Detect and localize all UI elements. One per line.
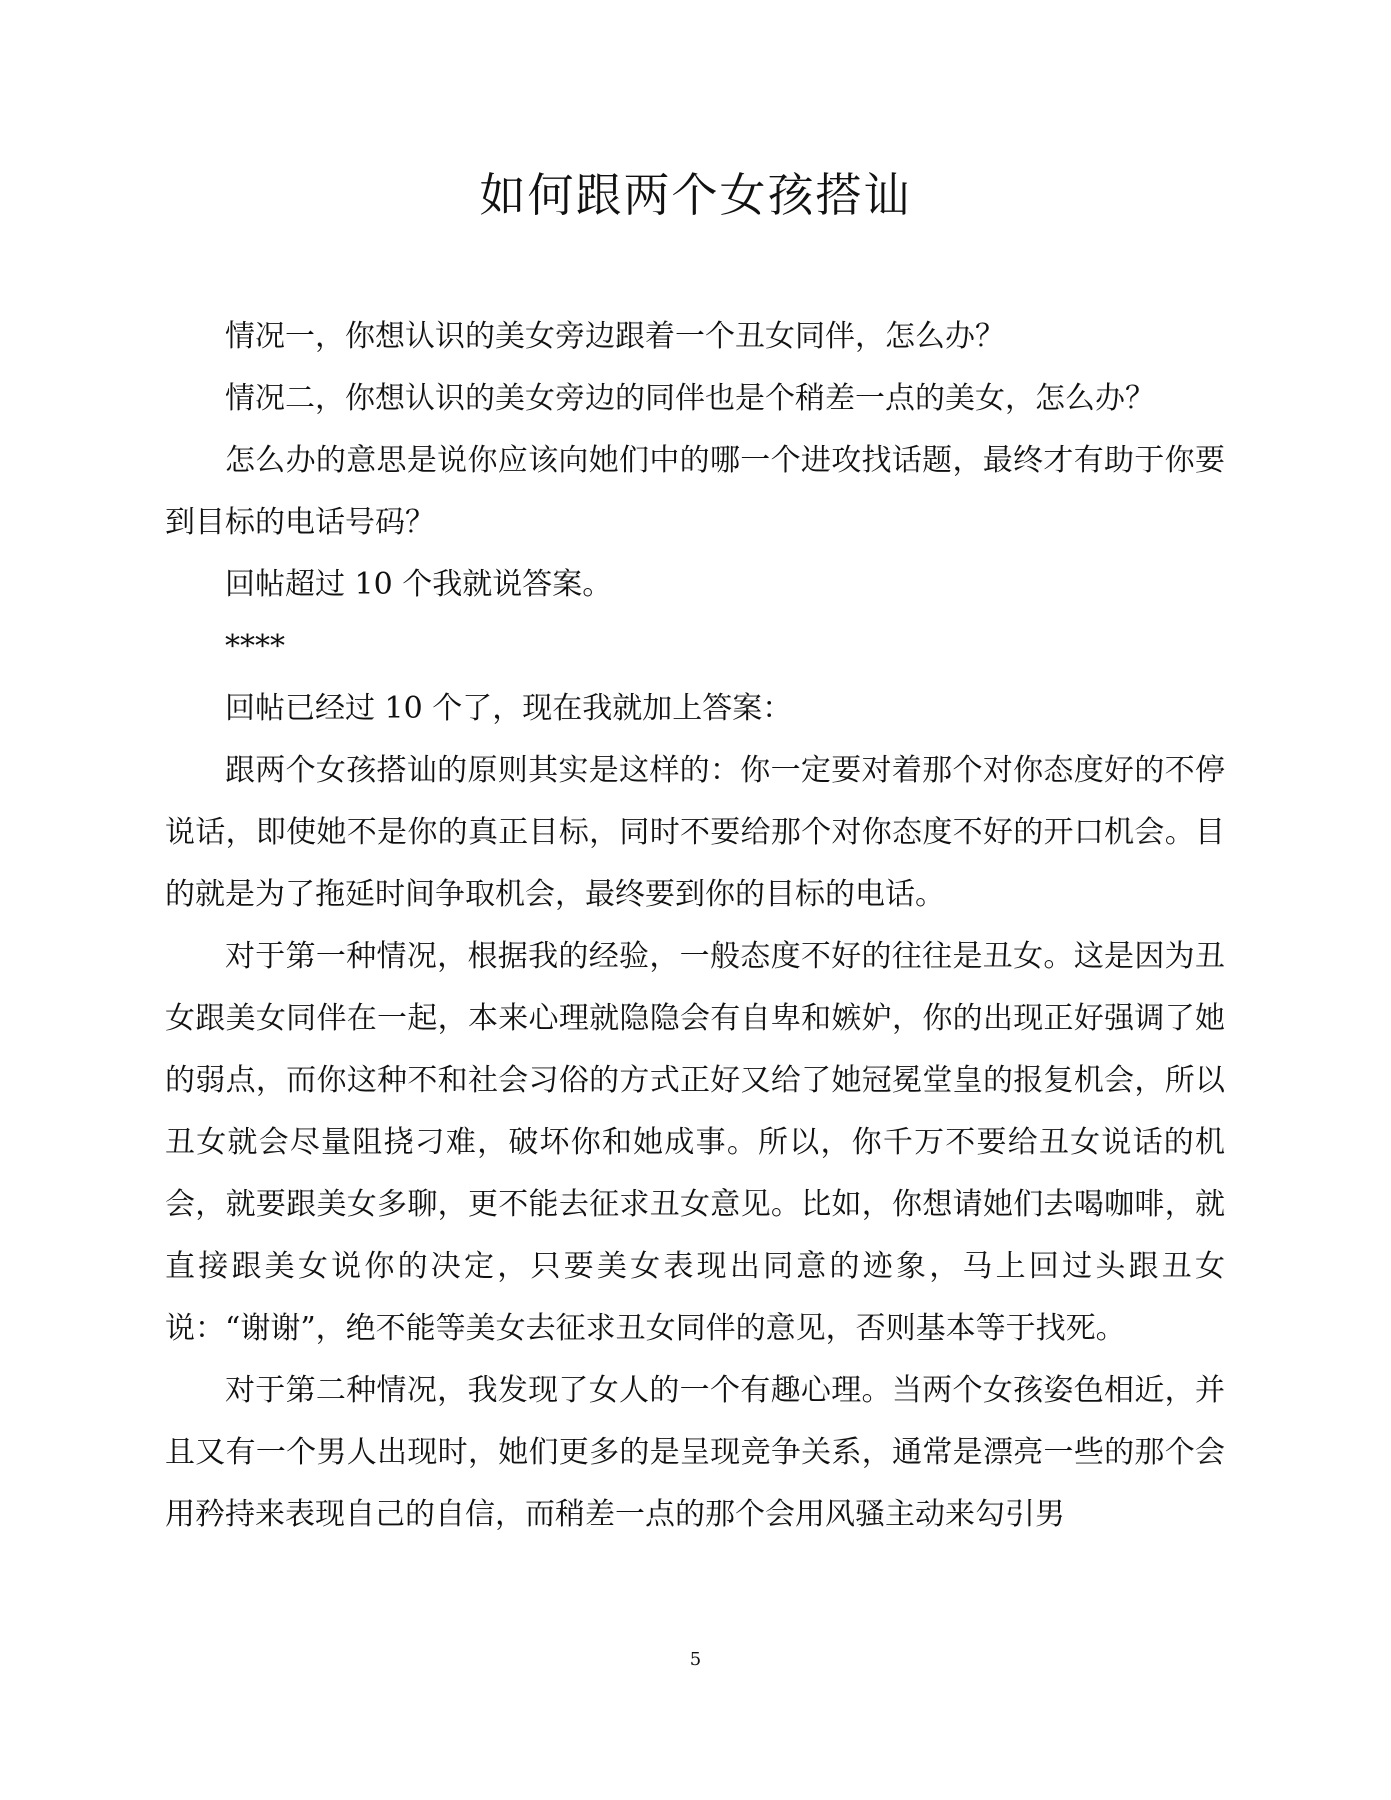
paragraph-reply-note: 回帖超过 10 个我就说答案。 [225,567,613,602]
paragraph-scenario-one: 情况一，你想认识的美女旁边跟着一个丑女同伴，怎么办？ [225,319,1005,354]
paragraph-question: 怎么办的意思是说你应该向她们中的哪一个进攻找话题，最终才有助于你要到目标的电话号码？ [165,443,1225,540]
paragraph-scenario-two: 情况二，你想认识的美女旁边的同伴也是个稍差一点的美女，怎么办？ [225,381,1155,416]
paragraph-principle: 跟两个女孩搭讪的原则其实是这样的：你一定要对着那个对你态度好的不停说话，即使她不是你的真正目标，同时不要给那个对你态度不好的开口机会。目的就是为了拖延时间争取机会，最终要到你的目标的电话。 [165,753,1225,912]
document-title: 如何跟两个女孩搭讪 [479,168,912,222]
document-body [165,306,1225,1546]
paragraph-case-two: 对于第二种情况，我发现了女人的一个有趣心理。当两个女孩姿色相近，并且又有一个男人出现时，她们更多的是呈现竞争关系，通常是漂亮一些的那个会用矜持来表现自己的自信，而稍差一点的那个会用风骚主动来勾引男 [165,1373,1225,1532]
paragraph-separator: **** [225,629,285,664]
paragraph-answer-intro: 回帖已经过 10 个了，现在我就加上答案： [225,691,793,726]
page-number: 5 [689,1649,702,1670]
paragraph-case-one: 对于第一种情况，根据我的经验，一般态度不好的往往是丑女。这是因为丑女跟美女同伴在一起，本来心理就隐隐会有自卑和嫉妒，你的出现正好强调了她的弱点，而你这种不和社会习俗的方式正好又给了她冠冕堂皇的报复机会，所以丑女就会尽量阻挠刁难，破坏你和她成事。所以，你千万不要给丑女说话的机会，就要跟美女多聊，更不能去征求丑女意见。比如，你想请她们去喝咖啡，就直接跟美女说你的决定，只要美女表现出同意的迹象，马上回过头跟丑女说：“谢谢”，绝不能等美女去征求丑女同伴的意见，否则基本等于找死。 [165,939,1225,1346]
